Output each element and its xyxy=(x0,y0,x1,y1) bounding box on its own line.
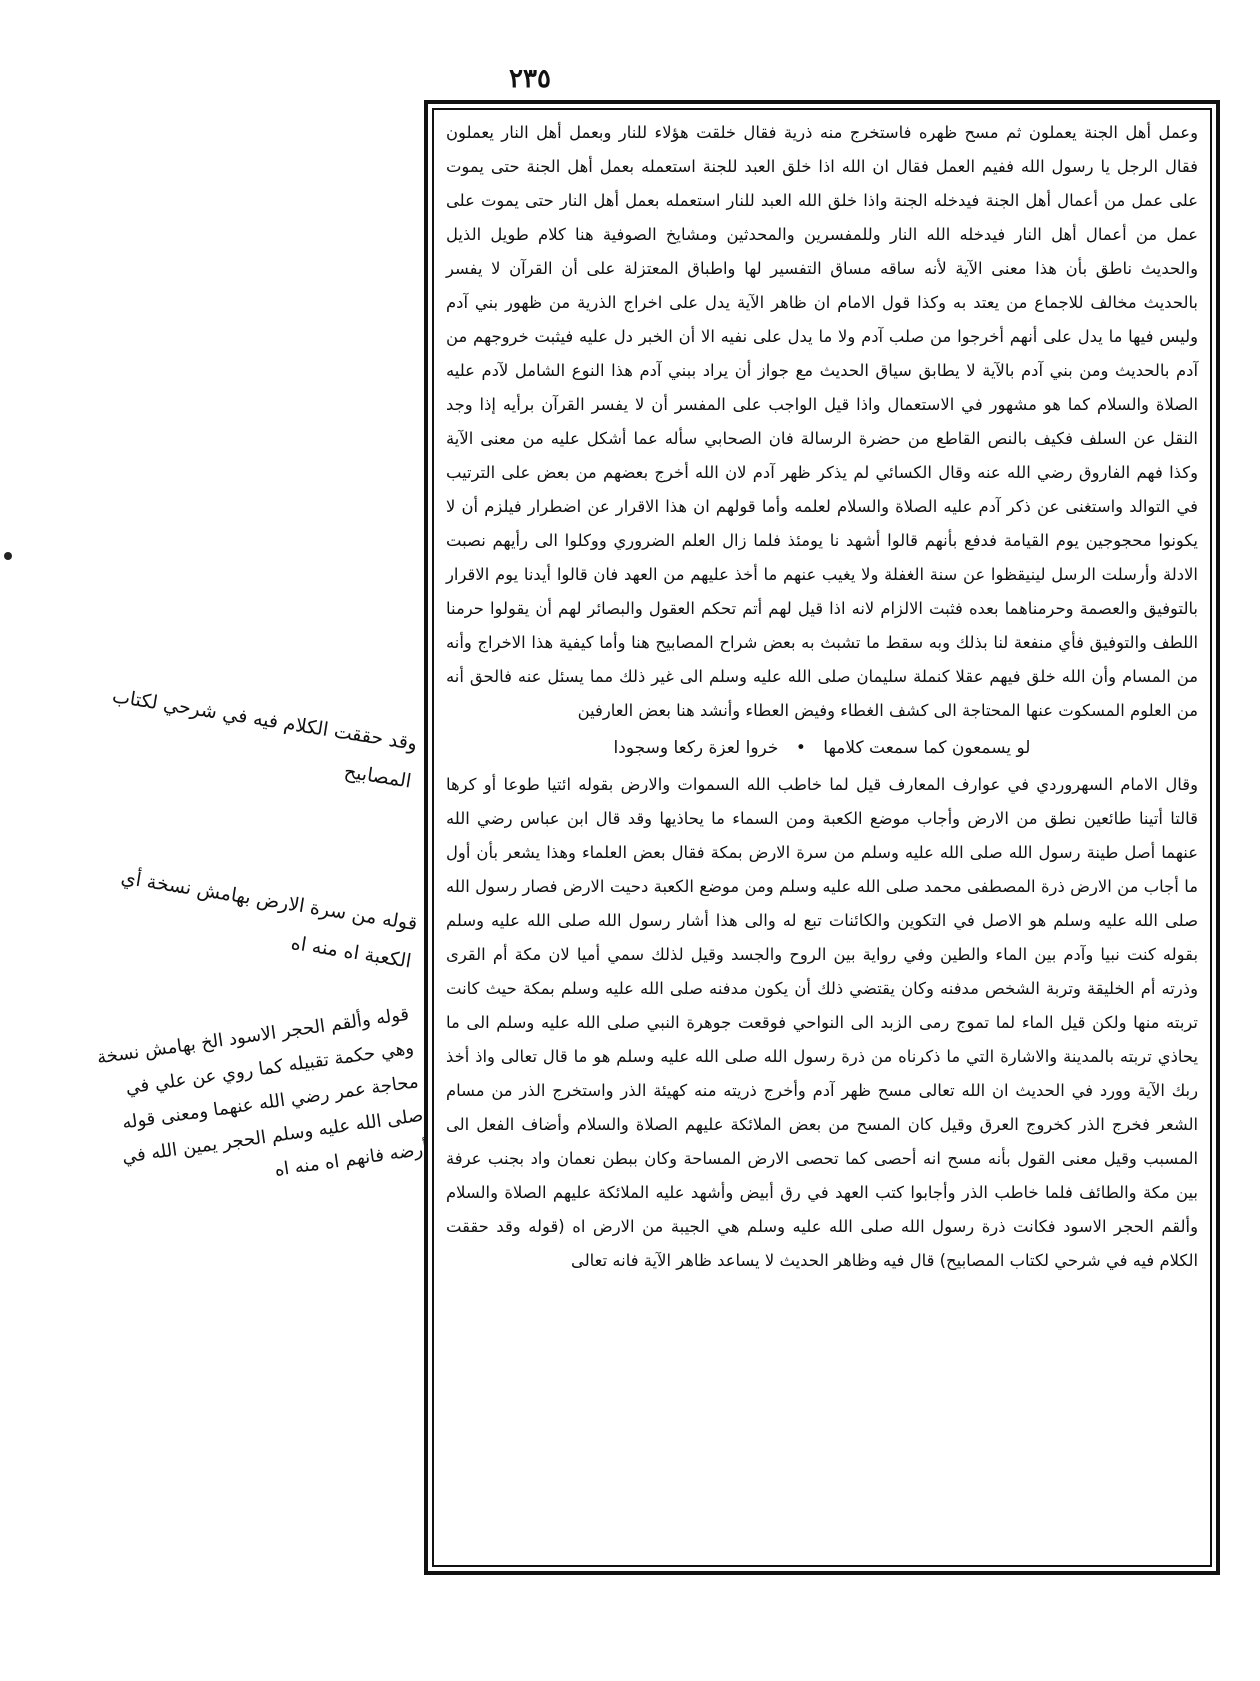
text-frame xyxy=(432,108,1212,1567)
page-number: ٢٣٥ xyxy=(509,64,551,94)
poem-verse xyxy=(446,734,1198,762)
poem-hemistich-right: لو يسمعون كما سمعت كلامها xyxy=(823,738,1031,758)
scan-artifact-dot xyxy=(4,552,12,560)
poem-separator: • xyxy=(795,738,806,758)
main-paragraph: وقال الامام السهروردي في عوارف المعارف قيل لما خاطب الله السموات والارض بقوله ائتيا طوعا أو كرها قالتا أتينا طائعين نطق من الارض وأجاب موضع الكعبة ومن السماء ما يحاذيها وقد قال ابن عباس رضي الله عنهما أصل طينة رسول الله صلى الله عليه وسلم من سرة الارض بمكة فقال بعض العلماء وهذا يشعر بأن أول ما أجاب من الارض ذرة المصطفى محمد صلى الله عليه وسلم ومن موضع الكعبة دحيت الارض فصار رسول الله صلى الله عليه وسلم هو الاصل في التكوين والكائنات تبع له والى هذا أشار رسول الله صلى الله عليه وسلم بقوله كنت نبيا وآدم بين الماء والطين وفي رواية بين الروح والجسد وقيل لذلك سمي أميا لان مكة أم القرى وذرته أم الخليقة وتربة الشخص مدفنه وكان يقتضي ذلك أن يكون مدفنه صلى الله عليه وسلم بمكة حيث كانت تربته منها ولكن قيل الماء لما تموج رمى الزبد الى النواحي فوقعت جوهرة النبي صلى الله عليه وسلم الى ما يحاذي تربته بالمدينة والاشارة التي ما ذكرناه من ذرة رسول الله صلى الله عليه وسلم هو ما قال تعالى واذ أخذ ربك الآية وورد في الحديث ان الله تعالى مسح ظهر آدم وأخرج ذريته منه كهيئة الذر واستخرج الذر من مسام الشعر فخرج الذر كخروج العرق وقيل كان المسح من بعض الملائكة عليهم الصلاة والسلام وأضاف الفعل الى المسبب وقيل معنى القول بأنه مسح انه أحصى كما تحصى الارض المساحة وكان ببطن نعمان واد بجنب عرفة بين مكة والطائف فلما خاطب الذر وأجابوا كتب العهد في رق أبيض وأشهد عليه الملائكة عليهم الصلاة والسلام وألقم الحجر الاسود فكانت ذرة رسول الله صلى الله عليه وسلم هي الجيبة من الارض اه (قوله وقد حققت الكلام فيه في شرحي لكتاب المصابيح) قال فيه وظاهر الحديث لا يساعد ظاهر الآية فانه تعالى xyxy=(446,775,1198,1270)
margin-note: وقد حققت الكلام فيه في شرحي لكتاب المصابيح xyxy=(110,685,419,793)
margin-note: قوله وألقم الحجر الاسود الخ بهامش نسخة وهي حكمة تقبيله كما روي عن علي في محاجة عمر رضي الله عنهما ومعنى قوله صلى الله عليه وسلم الحجر يمين الله في أرضه فانهم اه منه اه xyxy=(95,1003,430,1181)
margin-note: قوله من سرة الارض بهامش نسخة أي الكعبة اه منه اه xyxy=(119,866,419,973)
main-paragraph: وعمل أهل الجنة يعملون ثم مسح ظهره فاستخرج منه ذرية فقال خلقت هؤلاء للنار وبعمل أهل النار يعملون فقال الرجل يا رسول الله ففيم العمل فقال ان الله اذا خلق العبد للجنة استعمله بعمل أهل الجنة حتى يموت على عمل من أعمال أهل الجنة فيدخله الجنة واذا خلق الله العبد للنار استعمله بعمل أهل النار حتى يموت على عمل من أعمال أهل النار فيدخله الله النار وللمفسرين والمحدثين ومشايخ الصوفية هنا كلام طويل الذيل والحديث ناطق بأن هذا معنى الآية لأنه ساقه مساق التفسير لها واطباق المعتزلة على أن القرآن لا يفسر بالحديث مخالف للاجماع من يعتد به وكذا قول الامام ان ظاهر الآية يدل على اخراج الذرية من ظهور بني آدم وليس فيها ما يدل على أنهم أخرجوا من صلب آدم ولا ما يدل على نفيه الا أن الخبر دل عليه فيثبت خروجهم من آدم بالحديث ومن بني آدم بالآية لا يطابق سياق الحديث مع جواز أن يراد ببني آدم هذا النوع الشامل لآدم عليه الصلاة والسلام كما هو مشهور في الاستعمال واذا قيل الواجب على المفسر أن لا يفسر القرآن برأيه إذا وجد النقل عن السلف فكيف بالنص القاطع من حضرة الرسالة فان الصحابي سأله عما أشكل عليه من معنى الآية وكذا فهم الفاروق رضي الله عنه وقال الكسائي لم يذكر ظهر آدم لان الله أخرج بعضهم من بعض على الترتيب في التوالد واستغنى عن ذكر آدم عليه الصلاة والسلام لعلمه وأما قولهم ان هذا الاقرار عن اضطرار فيلزم أن لا يكونوا محجوجين يوم القيامة فدفع بأنهم قالوا أشهد نا يومئذ فلما زال العلم الضروري ووكلوا الى رأيهم نصبت الادلة وأرسلت الرسل لينيقظوا عن سنة الغفلة ولا يغيب عنهم ما أخذ عليهم من العهد فان قالوا أيدنا يوم الاقرار بالتوفيق والعصمة وحرمناهما بعده فثبت الالزام لانه اذا قيل لهم أتم تحكم العقول والبصائر لهم أن يقولوا حرمنا اللطف والتوفيق فأي منفعة لنا بذلك وبه سقط ما تشبث به بعض شراح المصابيح هنا وأما كيفية هذا الاخراج وأنه من المسام وأن الله خلق فيهم عقلا كنملة سليمان صلى الله عليه وسلم الى غير ذلك مما يسئل عنه فالحق أنه من العلوم المسكوت عنها المحتاجة الى كشف الغطاء وفيض العطاء وأنشد هنا بعض العارفين xyxy=(446,123,1198,720)
poem-hemistich-left: خروا لعزة ركعا وسجودا xyxy=(613,738,779,758)
